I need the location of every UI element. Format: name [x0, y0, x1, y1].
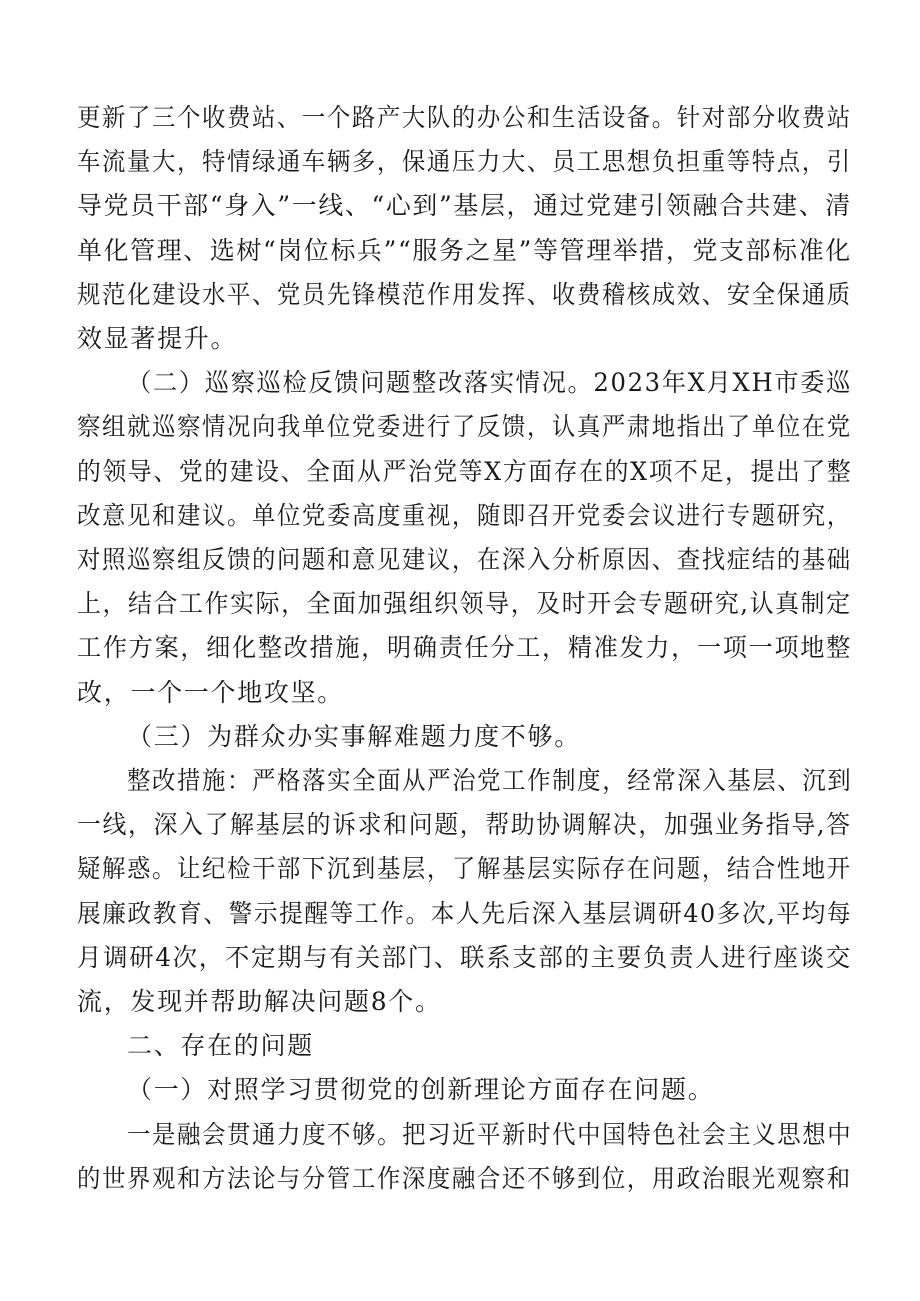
text-line: 察组就巡察情况向我单位党委进行了反馈，认真严肃地指出了单位在党: [77, 412, 852, 442]
text-line: 一线，深入了解基层的诉求和问题，帮助协调解决，加强业务指导,答: [77, 810, 852, 840]
text-line: 上，结合工作实际，全面加强组织领导，及时开会专题研究,认真制定: [77, 589, 852, 619]
text-line: （三）为群众办实事解难题力度不够。: [127, 721, 581, 751]
text-line: 疑解惑。让纪检干部下沉到基层，了解基层实际存在问题，结合性地开: [77, 854, 852, 884]
text-line: 导党员干部“身入”一线、“心到”基层，通过党建引领融合共建、清: [77, 191, 852, 221]
text-line: 二、存在的问题: [127, 1031, 314, 1061]
text-line: 单化管理、选树“岗位标兵”“服务之星”等管理举措，党支部标准化: [77, 235, 852, 265]
text-line: 车流量大，特情绿通车辆多，保通压力大、员工思想负担重等特点，引: [77, 147, 852, 177]
text-line: 整改措施：严格落实全面从严治党工作制度，经常深入基层、沉到: [127, 766, 853, 795]
text-line: 改，一个一个地攻坚。: [77, 677, 345, 707]
text-line: （一）对照学习贯彻党的创新理论方面存在问题。: [127, 1075, 715, 1105]
text-line: 改意见和建议。单位党委高度重视，随即召开党委会议进行专题研究，: [77, 500, 852, 530]
text-line: 流，发现并帮助解决问题8个。: [77, 987, 442, 1016]
text-line: 一是融会贯通力度不够。把习近平新时代中国特色社会主义思想中: [127, 1119, 853, 1149]
text-line: 效显著提升。: [77, 324, 238, 353]
text-line: （二）巡察巡检反馈问题整改落实情况。2023年X月XH市委巡: [127, 368, 852, 398]
text-line: 规范化建设水平、党员先锋模范作用发挥、收费稽核成效、安全保通质: [77, 279, 852, 309]
text-line: 展廉政教育、警示提醒等工作。本人先后深入基层调研40多次,平均每: [77, 898, 853, 928]
text-line: 更新了三个收费站、一个路产大队的办公和生活设备。针对部分收费站: [77, 103, 852, 132]
text-line: 工作方案，细化整改措施，明确责任分工，精准发力，一项一项地整: [77, 633, 852, 663]
text-line: 的世界观和方法论与分管工作深度融合还不够到位，用政治眼光观察和: [77, 1163, 852, 1193]
text-line: 对照巡察组反馈的问题和意见建议，在深入分析原因、查找症结的基础: [77, 545, 852, 574]
text-line: 的领导、党的建设、全面从严治党等X方面存在的X项不足，提出了整: [77, 456, 853, 486]
text-line: 月调研4次，不定期与有关部门、联系支部的主要负责人进行座谈交: [77, 942, 852, 972]
